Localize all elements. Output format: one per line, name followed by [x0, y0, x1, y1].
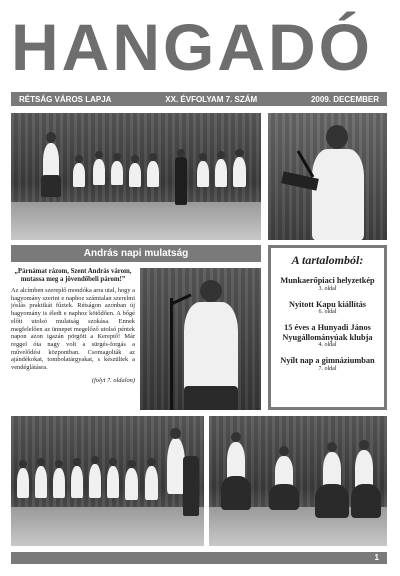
toc-entry-title: Nyitott Kapu kiállítás — [289, 299, 366, 309]
page-number: 1 — [374, 553, 379, 562]
publication-name: RÉTSÁG VÁROS LAPJA — [19, 94, 112, 104]
issue-number: XX. ÉVFOLYAM 7. SZÁM — [165, 94, 258, 104]
article-text — [11, 268, 135, 410]
article-body: Az alcímben szereplő mondóka arra utal, hogy a hagyomány szerint e naphoz számtalan szerelmi jóslás praktikát fűztek. Rétságon azonban új hagyomány is éledt e naphoz kötődően. A bőgé előtt utolsó mulatság szokása. Ennek megfelelően az ünnepet megelőző utolsó péntek napon azon igazán pörgött a Kereptő! Már reggel óta nagy volt a sürgés-forgás a művelődési központban. Csomagolták az ajándékokat, tombolatárgyakat, s készültek a vendéglátásra. — [11, 287, 135, 372]
issue-date: 2009. DECEMBER — [310, 94, 379, 104]
photo-children-dance-group — [11, 113, 261, 240]
toc-title: A tartalomból: — [291, 253, 364, 267]
toc-entry[interactable] — [274, 356, 381, 373]
toc-entry[interactable] — [274, 276, 381, 293]
article-continued: (folyt 7. oldalon) — [91, 376, 135, 384]
photo-children-folk-costume — [11, 416, 204, 546]
masthead-banner — [11, 92, 387, 106]
toc-entry-page: 3. oldal — [318, 285, 337, 292]
photo-woman-singing — [140, 268, 261, 410]
table-of-contents — [268, 245, 387, 410]
toc-entry-title: Nyílt nap a gimnáziumban — [280, 356, 375, 365]
photo-dancing-couples — [209, 416, 387, 546]
toc-entry-title: 15 éves a Hunyadi János Nyugállományúak klubja — [282, 323, 373, 342]
article-quote: „Párnámat rázom, Szent András várom, mutassa meg a jövendőbeli párom!” — [14, 268, 132, 283]
toc-entry[interactable] — [274, 323, 381, 349]
toc-entry-title: Munkaerőpiaci helyzetkép — [280, 276, 375, 285]
page-footer — [11, 552, 387, 564]
article-title: András napi mulatság — [11, 245, 261, 262]
toc-entry-page: 6. oldal — [318, 309, 337, 315]
toc-entry-page: 7. oldal — [318, 365, 337, 372]
masthead-title: HANGADÓ — [11, 10, 373, 84]
toc-entry-page: 4. oldal — [318, 342, 337, 348]
photo-singer-with-microphone — [268, 113, 387, 240]
toc-entry[interactable] — [274, 300, 381, 317]
